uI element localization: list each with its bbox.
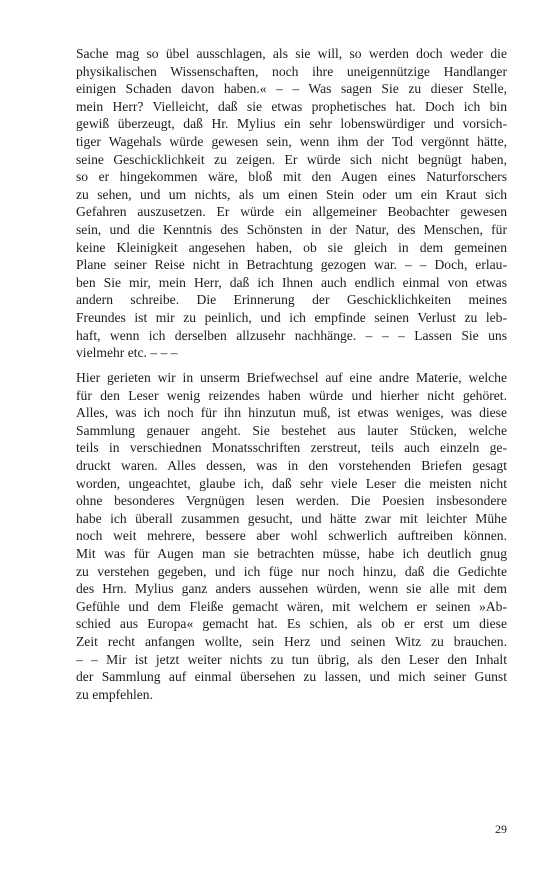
text-line: des Hrn. Mylius ganz anders aussehen würden, wenn sie alle mit dem: [76, 581, 507, 597]
text-line: ben Sie mir, mein Herr, daß ich Ihnen auch endlich einmal von etwas: [76, 274, 507, 290]
text-line: Hier gerieten wir in unserm Briefwechsel auf eine andre Materie, welche: [76, 370, 507, 385]
text-line: druckt waren. Alles dessen, was in den vorstehenden Briefen gesagt: [76, 457, 507, 473]
text-line: so er hingekommen wäre, bloß mit den Augen eines Naturforschers: [76, 169, 507, 185]
text-line: mein Herr? Vielleicht, daß sie etwas prophetisches hat. Doch ich bin: [76, 98, 507, 114]
text-line: Sache mag so übel ausschlagen, als sie will, so werden doch weder die: [76, 46, 507, 61]
text-line: keine Kleinigkeit angesehen haben, ob sie gleich in dem gemeinen: [76, 239, 507, 255]
text-line: haft, wenn ich derselben allzusehr nachhänge. – – – Lassen Sie uns: [76, 327, 507, 343]
text-line: einigen Schaden davon haben.« – – Was sagen Sie zu dieser Stelle,: [76, 81, 507, 97]
text-line: Freundes ist mir zu peinlich, und ich empfinde seinen Verlust zu leb-: [76, 309, 507, 325]
text-line: zu empfehlen.: [76, 686, 153, 702]
text-line: zu verstehen gegeben, und ich füge nur noch hinzu, daß die Gedichte: [76, 563, 507, 579]
text-line: noch weit mehrere, bessere aber wohl schwerlich auftreiben können.: [76, 528, 507, 544]
text-line: Sammlung genauer angeht. Sie bestehet aus lauter Stücken, welche: [76, 422, 507, 438]
text-line: worden, ungeachtet, glaube ich, daß sehr viele Leser die meisten nicht: [76, 475, 507, 491]
text-line: andern schreibe. Die Erinnerung der Geschicklichkeiten meines: [76, 292, 507, 308]
text-line: physikalischen Wissenschaften, noch ihre uneigennützige Handlanger: [76, 63, 507, 79]
text-line: vielmehr etc. – – –: [76, 345, 178, 361]
text-line: Gefühle und dem Fleiße gemacht wären, mit welchem er seinen »Ab-: [76, 598, 507, 614]
text-line: Plane seiner Reise nicht in Betrachtung gezogen war. – – Doch, erlau-: [76, 257, 507, 273]
paragraph-editor-note: [76, 369, 507, 703]
text-line: seine Geschicklichkeit zu zeigen. Er würde sich nicht begnügt haben,: [76, 151, 507, 167]
text-line: teils in verschiednen Monatsschriften zerstreut, teils auch einzeln ge-: [76, 440, 507, 456]
text-line: habe ich überall zusammen gesucht, und hätte zwar mit leichter Mühe: [76, 510, 507, 526]
text-line: sein, und die Kenntnis des Schönsten in der Natur, des Menschen, für: [76, 221, 507, 237]
paragraph-letter-excerpt: [76, 45, 507, 362]
text-line: gewiß überzeugt, daß Hr. Mylius ein sehr lobenswürdiger und vorsich-: [76, 116, 507, 132]
text-line: Gefahren auszusetzen. Er würde ein allgemeiner Beobachter gewesen: [76, 204, 507, 220]
text-line: – – Mir ist jetzt weiter nichts zu tun übrig, als den Leser den Inhalt: [76, 651, 507, 667]
text-line: schied aus Europa« gemacht hat. Es schien, als ob er erst um diese: [76, 616, 507, 632]
text-line: für den Leser wenig reizendes haben würde und hierher nicht gehöret.: [76, 387, 507, 403]
text-line: zu sehen, und um nichts, als um einen Stein oder um ein Kraut sich: [76, 186, 507, 202]
text-line: Zeit recht anfangen wollte, sein Herz und seinen Witz zu brauchen.: [76, 633, 507, 649]
text-line: Mit was für Augen man sie betrachten müsse, habe ich deutlich gnug: [76, 545, 507, 561]
text-line: Alles, was ich noch für ihn hinzutun muß, ist etwas weniges, was diese: [76, 405, 507, 421]
text-line: ohne besonderes Vergnügen lesen werden. Die Poesien insbesondere: [76, 493, 507, 509]
page-number: 29: [495, 822, 507, 836]
text-line: der Sammlung auf einmal übersehen zu lassen, und mich seiner Gunst: [76, 669, 507, 685]
text-line: tiger Wagehals würde gewesen sein, wenn ihm der Tod vergönnt hätte,: [76, 133, 507, 149]
